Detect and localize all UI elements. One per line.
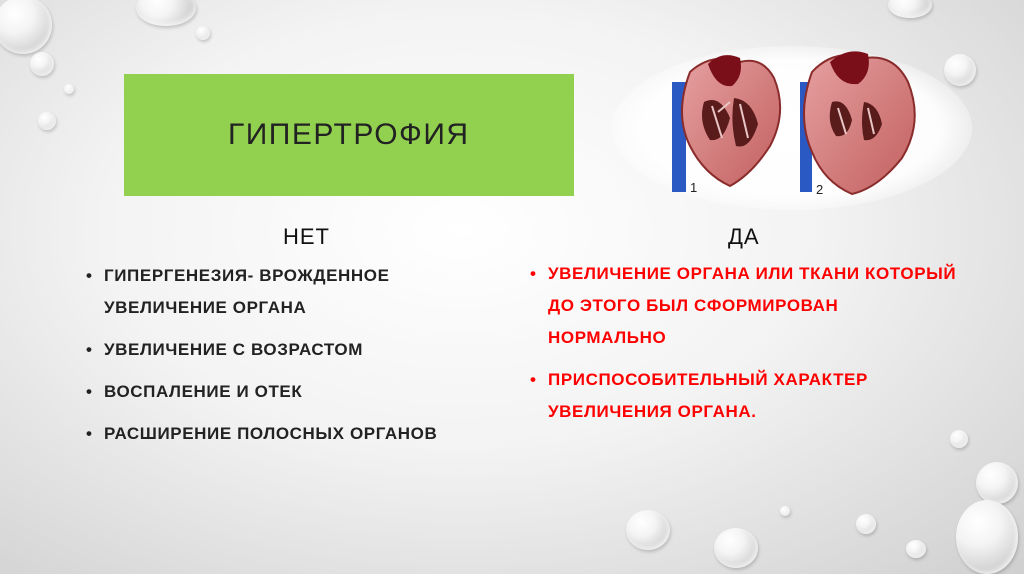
list-item-text: УВЕЛИЧЕНИЕ С ВОЗРАСТОМ [104,340,364,359]
water-drop [976,462,1018,504]
bullet-icon: • [86,340,93,359]
water-drop [136,0,196,26]
list-item [86,260,486,324]
figure-label-1: 1 [690,180,698,195]
left-column-heading: НЕТ [283,224,330,249]
water-drop [196,26,210,40]
bullet-icon: • [86,266,93,285]
list-item [86,334,486,366]
water-drop [888,0,932,18]
water-drop [780,506,790,516]
bullet-icon: • [86,424,93,443]
figure-label-2: 2 [816,182,824,197]
right-column-heading: ДА [728,224,760,249]
list-item [86,376,486,408]
water-drop [0,0,52,54]
list-item-text: ВОСПАЛЕНИЕ И ОТЕК [104,382,303,401]
water-drop [956,500,1018,574]
heart-comparison-figure [612,42,972,210]
list-item [530,364,960,428]
list-item-text: ГИПЕРГЕНЕЗИЯ- ВРОЖДЕННОЕ УВЕЛИЧЕНИЕ ОРГАНА [104,266,390,317]
water-drop [714,528,758,568]
bullet-icon: • [86,382,93,401]
title-box [124,74,574,196]
water-drop [626,510,670,550]
bullet-icon: • [530,264,537,283]
water-drop [30,52,54,76]
water-drop [64,84,74,94]
water-drop [38,112,56,130]
bullet-icon: • [530,370,537,389]
list-item [86,418,486,450]
list-item [530,258,960,354]
list-item-text: РАСШИРЕНИЕ ПОЛОСНЫХ ОРГАНОВ [104,424,438,443]
right-bullet-list [530,258,960,438]
slide-title: ГИПЕРТРОФИЯ [228,118,470,151]
list-item-text: ПРИСПОСОБИТЕЛЬНЫЙ ХАРАКТЕР УВЕЛИЧЕНИЯ ОРГАНА. [548,370,868,421]
list-item-text: УВЕЛИЧЕНИЕ ОРГАНА ИЛИ ТКАНИ КОТОРЫЙ ДО ЭТОГО БЫЛ СФОРМИРОВАН НОРМАЛЬНО [548,264,957,347]
water-drop [856,514,876,534]
water-drop [906,540,926,558]
left-bullet-list [86,260,486,460]
